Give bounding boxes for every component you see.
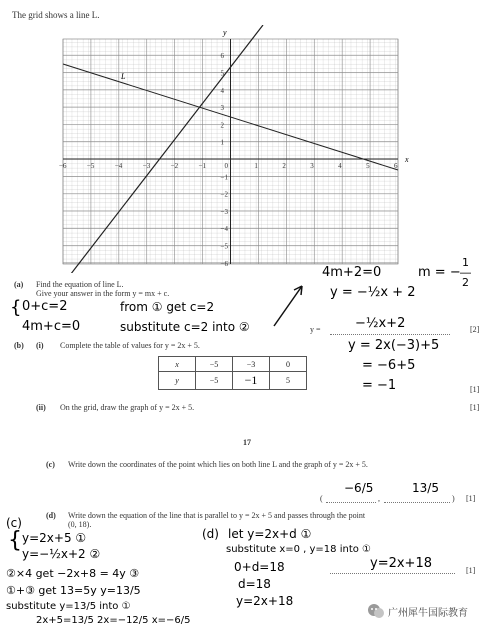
y-tick-label: −4 [220, 225, 228, 234]
hw-c-label: (c) [6, 516, 22, 530]
table-cell: −5 [196, 372, 233, 390]
hw-brace-a: { [10, 297, 22, 318]
hw-a-eq2-note: substitute c=2 into ② [120, 320, 250, 334]
table-cell: −5 [196, 357, 233, 372]
q-b-label: (b) [14, 341, 24, 350]
hw-d-step1: 0+d=18 [234, 560, 285, 574]
hw-a-eq2: 4m+c=0 [22, 319, 81, 334]
x-tick-label: −1 [198, 162, 207, 170]
hw-c-step3: substitute y=13/5 into ① [6, 601, 131, 612]
q-c-answer-close: ) [452, 494, 455, 503]
watermark-text: 广州犀牛国际教育 [388, 608, 468, 619]
table-row-y [159, 372, 307, 390]
values-table [158, 356, 307, 390]
table-cell: y [159, 372, 196, 390]
q-c-answer-line-x [326, 501, 376, 503]
hw-d-step2: d=18 [238, 577, 271, 591]
q-a-text: Find the equation of line L. [36, 280, 124, 289]
hw-a-eq1-note: from ① get c=2 [120, 300, 215, 314]
q-c-marks: [1] [466, 494, 476, 503]
q-a-marks: [2] [470, 325, 480, 334]
coordinate-grid [55, 25, 415, 273]
q-b-ii-marks: [1] [470, 403, 480, 412]
q-a-text2: Give your answer in the form y = mx + c. [36, 289, 170, 298]
x-tick-label: 4 [338, 162, 342, 170]
hw-top-right-eq2: y = −½x + 2 [330, 285, 416, 300]
q-b-part-i-text: Complete the table of values for y = 2x + 5. [60, 341, 200, 350]
hw-d-eq: let y=2x+d ① [228, 527, 312, 541]
q-b-part-ii-text: On the grid, draw the graph of y = 2x + 5. [60, 403, 195, 412]
x-tick-label: 2 [282, 162, 286, 170]
hw-a-answer: −½x+2 [355, 316, 406, 331]
x-axis-label: x [405, 155, 409, 164]
q-d-text2: (0, 18). [68, 520, 92, 529]
x-tick-label: 0 [224, 162, 228, 170]
x-tick-label: 5 [366, 162, 370, 170]
y-tick-label: −1 [220, 173, 228, 182]
table-cell: −3 [233, 357, 270, 372]
x-tick-label: −5 [86, 162, 95, 170]
hw-d-answer: y=2x+18 [370, 556, 432, 571]
q-d-marks: [1] [466, 566, 476, 575]
y-tick-label: 5 [220, 69, 224, 78]
y-tick-label: 6 [220, 52, 224, 61]
arrow-sketch [270, 280, 310, 330]
x-tick-label: 3 [310, 162, 314, 170]
y-tick-label: 2 [220, 121, 224, 130]
q-a-label: (a) [14, 280, 24, 289]
q-d-label: (d) [46, 511, 56, 520]
x-tick-label: −6 [59, 162, 67, 170]
q-c-answer-open: ( [320, 494, 323, 503]
x-tick-label: 6 [394, 162, 398, 170]
y-tick-label: −2 [220, 190, 228, 199]
hw-b-work3: = −1 [362, 378, 397, 393]
watermark [364, 600, 494, 622]
hw-c-answer-x: −6/5 [344, 481, 374, 495]
y-tick-label: −3 [220, 207, 228, 216]
hw-d-sub: substitute x=0 , y=18 into ① [226, 544, 372, 555]
hw-c-step2: ①+③ get 13=5y y=13/5 [6, 584, 141, 597]
q-b-i-marks: [1] [470, 385, 480, 394]
x-tick-label: −3 [142, 162, 151, 170]
hw-b-work1: y = 2x(−3)+5 [348, 338, 440, 353]
q-a-answer-prefix: y = [310, 325, 321, 334]
q-a-answer-line [330, 333, 450, 335]
page-title: The grid shows a line L. [12, 10, 100, 20]
table-cell: 0 [270, 357, 307, 372]
hw-b-work2: = −6+5 [362, 358, 416, 373]
hw-top-right-m: m = − [418, 265, 461, 280]
q-c-text: Write down the coordinates of the point which lies on both line L and the graph of y = 2x + 5. [68, 460, 368, 469]
hw-a-eq1: 0+c=2 [22, 299, 68, 314]
hw-c-answer-y: 13/5 [412, 481, 439, 495]
hw-d-step3: y=2x+18 [236, 594, 294, 608]
hw-c-step1: ②×4 get −2x+8 = 4y ③ [6, 567, 140, 580]
q-c-answer-line-y [384, 501, 450, 503]
hw-c-eq1: y=2x+5 ① [22, 531, 87, 545]
hw-brace-c: { [8, 528, 22, 553]
q-d-text: Write down the equation of the line that is parallel to y = 2x + 5 and passes through the point [68, 511, 366, 520]
x-tick-label: −2 [170, 162, 179, 170]
hw-top-right-m-frac: 1 ― 2 [460, 256, 471, 289]
y-tick-label: −5 [220, 242, 228, 251]
wechat-icon [367, 602, 385, 620]
hw-c-step4: 2x+5=13/5 2x=−12/5 x=−6/5 [36, 615, 191, 626]
table-row-x [159, 357, 307, 372]
y-tick-label: 4 [220, 86, 224, 95]
hw-d-label: (d) [202, 527, 219, 541]
y-tick-label: −6 [220, 259, 228, 268]
q-c-answer-sep: , [378, 494, 380, 503]
table-cell: x [159, 357, 196, 372]
hw-c-eq2: y=−½x+2 ② [22, 547, 101, 561]
table-cell: 5 [270, 372, 307, 390]
q-d-answer-line [330, 572, 455, 574]
table-cell-answer[interactable]: −1 [233, 372, 270, 390]
line-l-label: L [121, 72, 126, 81]
y-tick-label: 1 [220, 138, 224, 147]
x-tick-label: −4 [114, 162, 123, 170]
hw-top-right-eq1: 4m+2=0 [322, 265, 382, 280]
page-number: 17 [243, 438, 251, 447]
q-b-part-i-label: (i) [36, 341, 44, 350]
y-axis-label: y [223, 28, 227, 37]
x-tick-label: 1 [254, 162, 258, 170]
y-tick-label: 3 [220, 104, 224, 113]
q-c-label: (c) [46, 460, 55, 469]
q-b-part-ii-label: (ii) [36, 403, 46, 412]
